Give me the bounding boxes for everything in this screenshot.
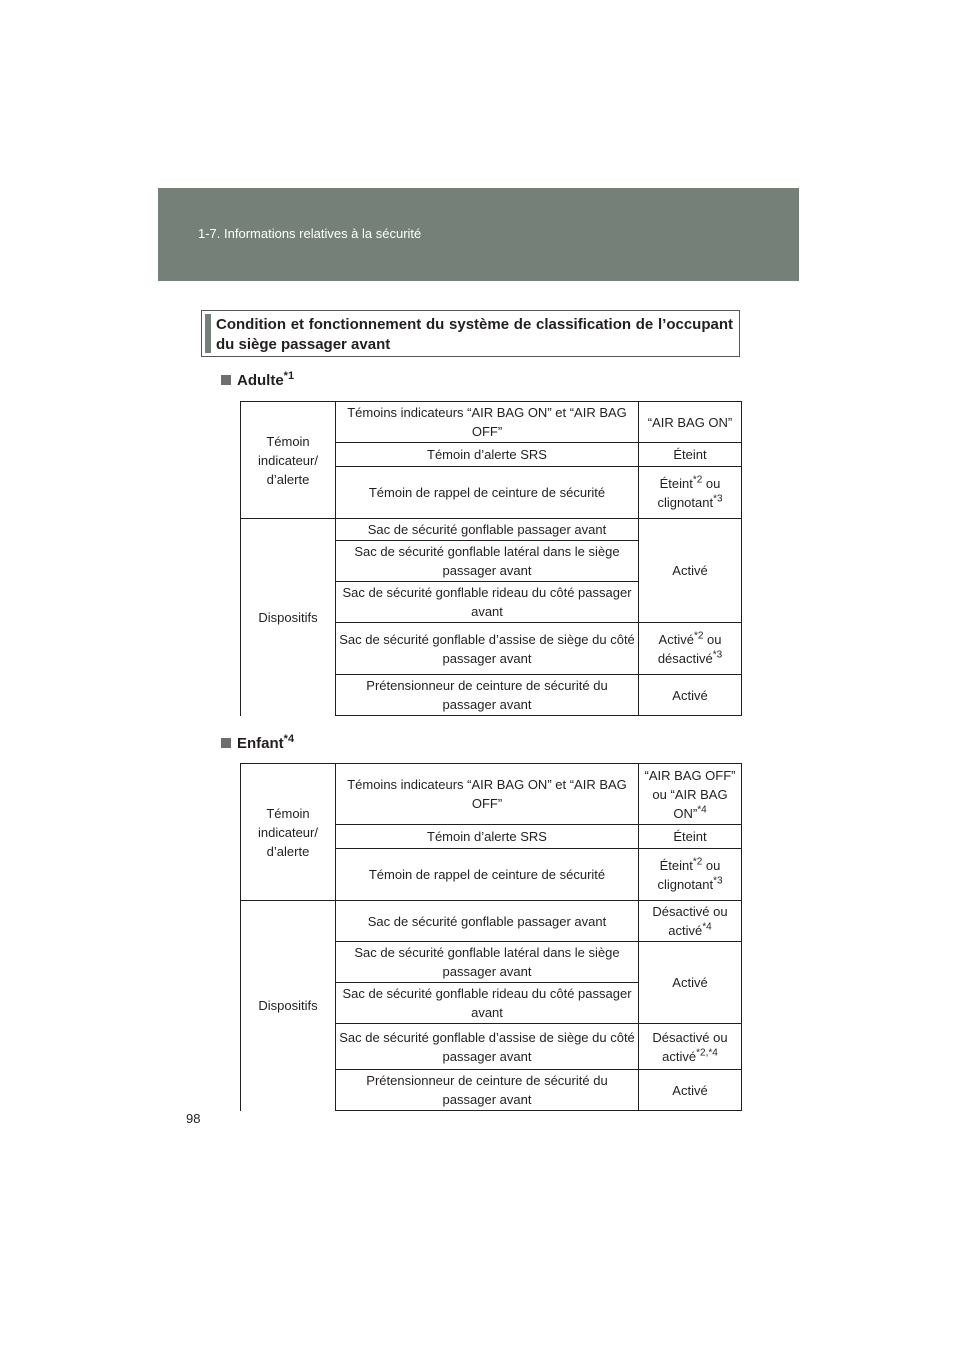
- group-cell-devices: Dispositifs: [241, 901, 336, 1111]
- table-cell: Sac de sécurité gonflable rideau du côté passager avant: [336, 983, 639, 1024]
- table-cell: “AIR BAG ON”: [639, 402, 742, 443]
- table-cell: Prétensionneur de ceinture de sécurité du passager avant: [336, 675, 639, 716]
- section-heading-box: [201, 310, 740, 357]
- table-cell: Activé: [639, 675, 742, 716]
- table-cell: Désactivé ou activé$^{*4}$: [639, 901, 742, 942]
- adult-heading: Adulte$^{*1}$: [221, 370, 294, 389]
- group-cell-devices: Dispositifs: [241, 519, 336, 716]
- table-cell: Éteint: [639, 443, 742, 467]
- table-cell: Désactivé ou activé$^{*2,*4}$: [639, 1024, 742, 1070]
- table-cell: Éteint$^{*2}$ ou clignotant$^{*3}$: [639, 849, 742, 901]
- square-bullet-icon: [221, 738, 231, 748]
- table-cell: Sac de sécurité gonflable d’assise de siège du côté passager avant: [336, 623, 639, 675]
- table-cell: Sac de sécurité gonflable passager avant: [336, 901, 639, 942]
- group-cell-indicator: Témoin indicateur/ d’alerte: [241, 402, 336, 519]
- table-row: [241, 519, 742, 541]
- table-cell: Témoin de rappel de ceinture de sécurité: [336, 849, 639, 901]
- table-row: [241, 901, 742, 942]
- section-accent-bar: [205, 314, 211, 353]
- table-cell: “AIR BAG OFF” ou “AIR BAG ON”$^{*4}$: [639, 764, 742, 825]
- page-number: 98: [186, 1111, 201, 1126]
- table-cell: Sac de sécurité gonflable latéral dans le siège passager avant: [336, 541, 639, 582]
- child-heading: Enfant$^{*4}$: [221, 733, 294, 752]
- table-cell: Sac de sécurité gonflable latéral dans le siège passager avant: [336, 942, 639, 983]
- table-cell: Activé: [639, 519, 742, 623]
- table-cell: Témoin d’alerte SRS: [336, 443, 639, 467]
- square-bullet-icon: [221, 375, 231, 385]
- table-cell: Activé: [639, 1070, 742, 1111]
- table-row: [241, 764, 742, 825]
- table-cell: Sac de sécurité gonflable d’assise de siège du côté passager avant: [336, 1024, 639, 1070]
- chapter-header: [158, 188, 799, 281]
- table-row: [241, 402, 742, 443]
- table-cell: Activé$^{*2}$ ou désactivé$^{*3}$: [639, 623, 742, 675]
- group-cell-indicator: Témoin indicateur/ d’alerte: [241, 764, 336, 901]
- table-cell: Sac de sécurité gonflable rideau du côté passager avant: [336, 582, 639, 623]
- table-cell: Sac de sécurité gonflable passager avant: [336, 519, 639, 541]
- child-table: [240, 763, 742, 1111]
- table-cell: Témoins indicateurs “AIR BAG ON” et “AIR BAG OFF”: [336, 764, 639, 825]
- table-cell: Prétensionneur de ceinture de sécurité du passager avant: [336, 1070, 639, 1111]
- table-cell: Témoins indicateurs “AIR BAG ON” et “AIR BAG OFF”: [336, 402, 639, 443]
- adult-table: [240, 401, 742, 716]
- table-cell: Éteint$^{*2}$ ou clignotant$^{*3}$: [639, 467, 742, 519]
- table-cell: Témoin d’alerte SRS: [336, 825, 639, 849]
- table-cell: Témoin de rappel de ceinture de sécurité: [336, 467, 639, 519]
- table-cell: Activé: [639, 942, 742, 1024]
- chapter-title: 1-7. Informations relatives à la sécurité: [198, 226, 422, 241]
- table-cell: Éteint: [639, 825, 742, 849]
- section-title: Condition et fonctionnement du système de classification de l’occupant du siège passager avant: [216, 316, 733, 353]
